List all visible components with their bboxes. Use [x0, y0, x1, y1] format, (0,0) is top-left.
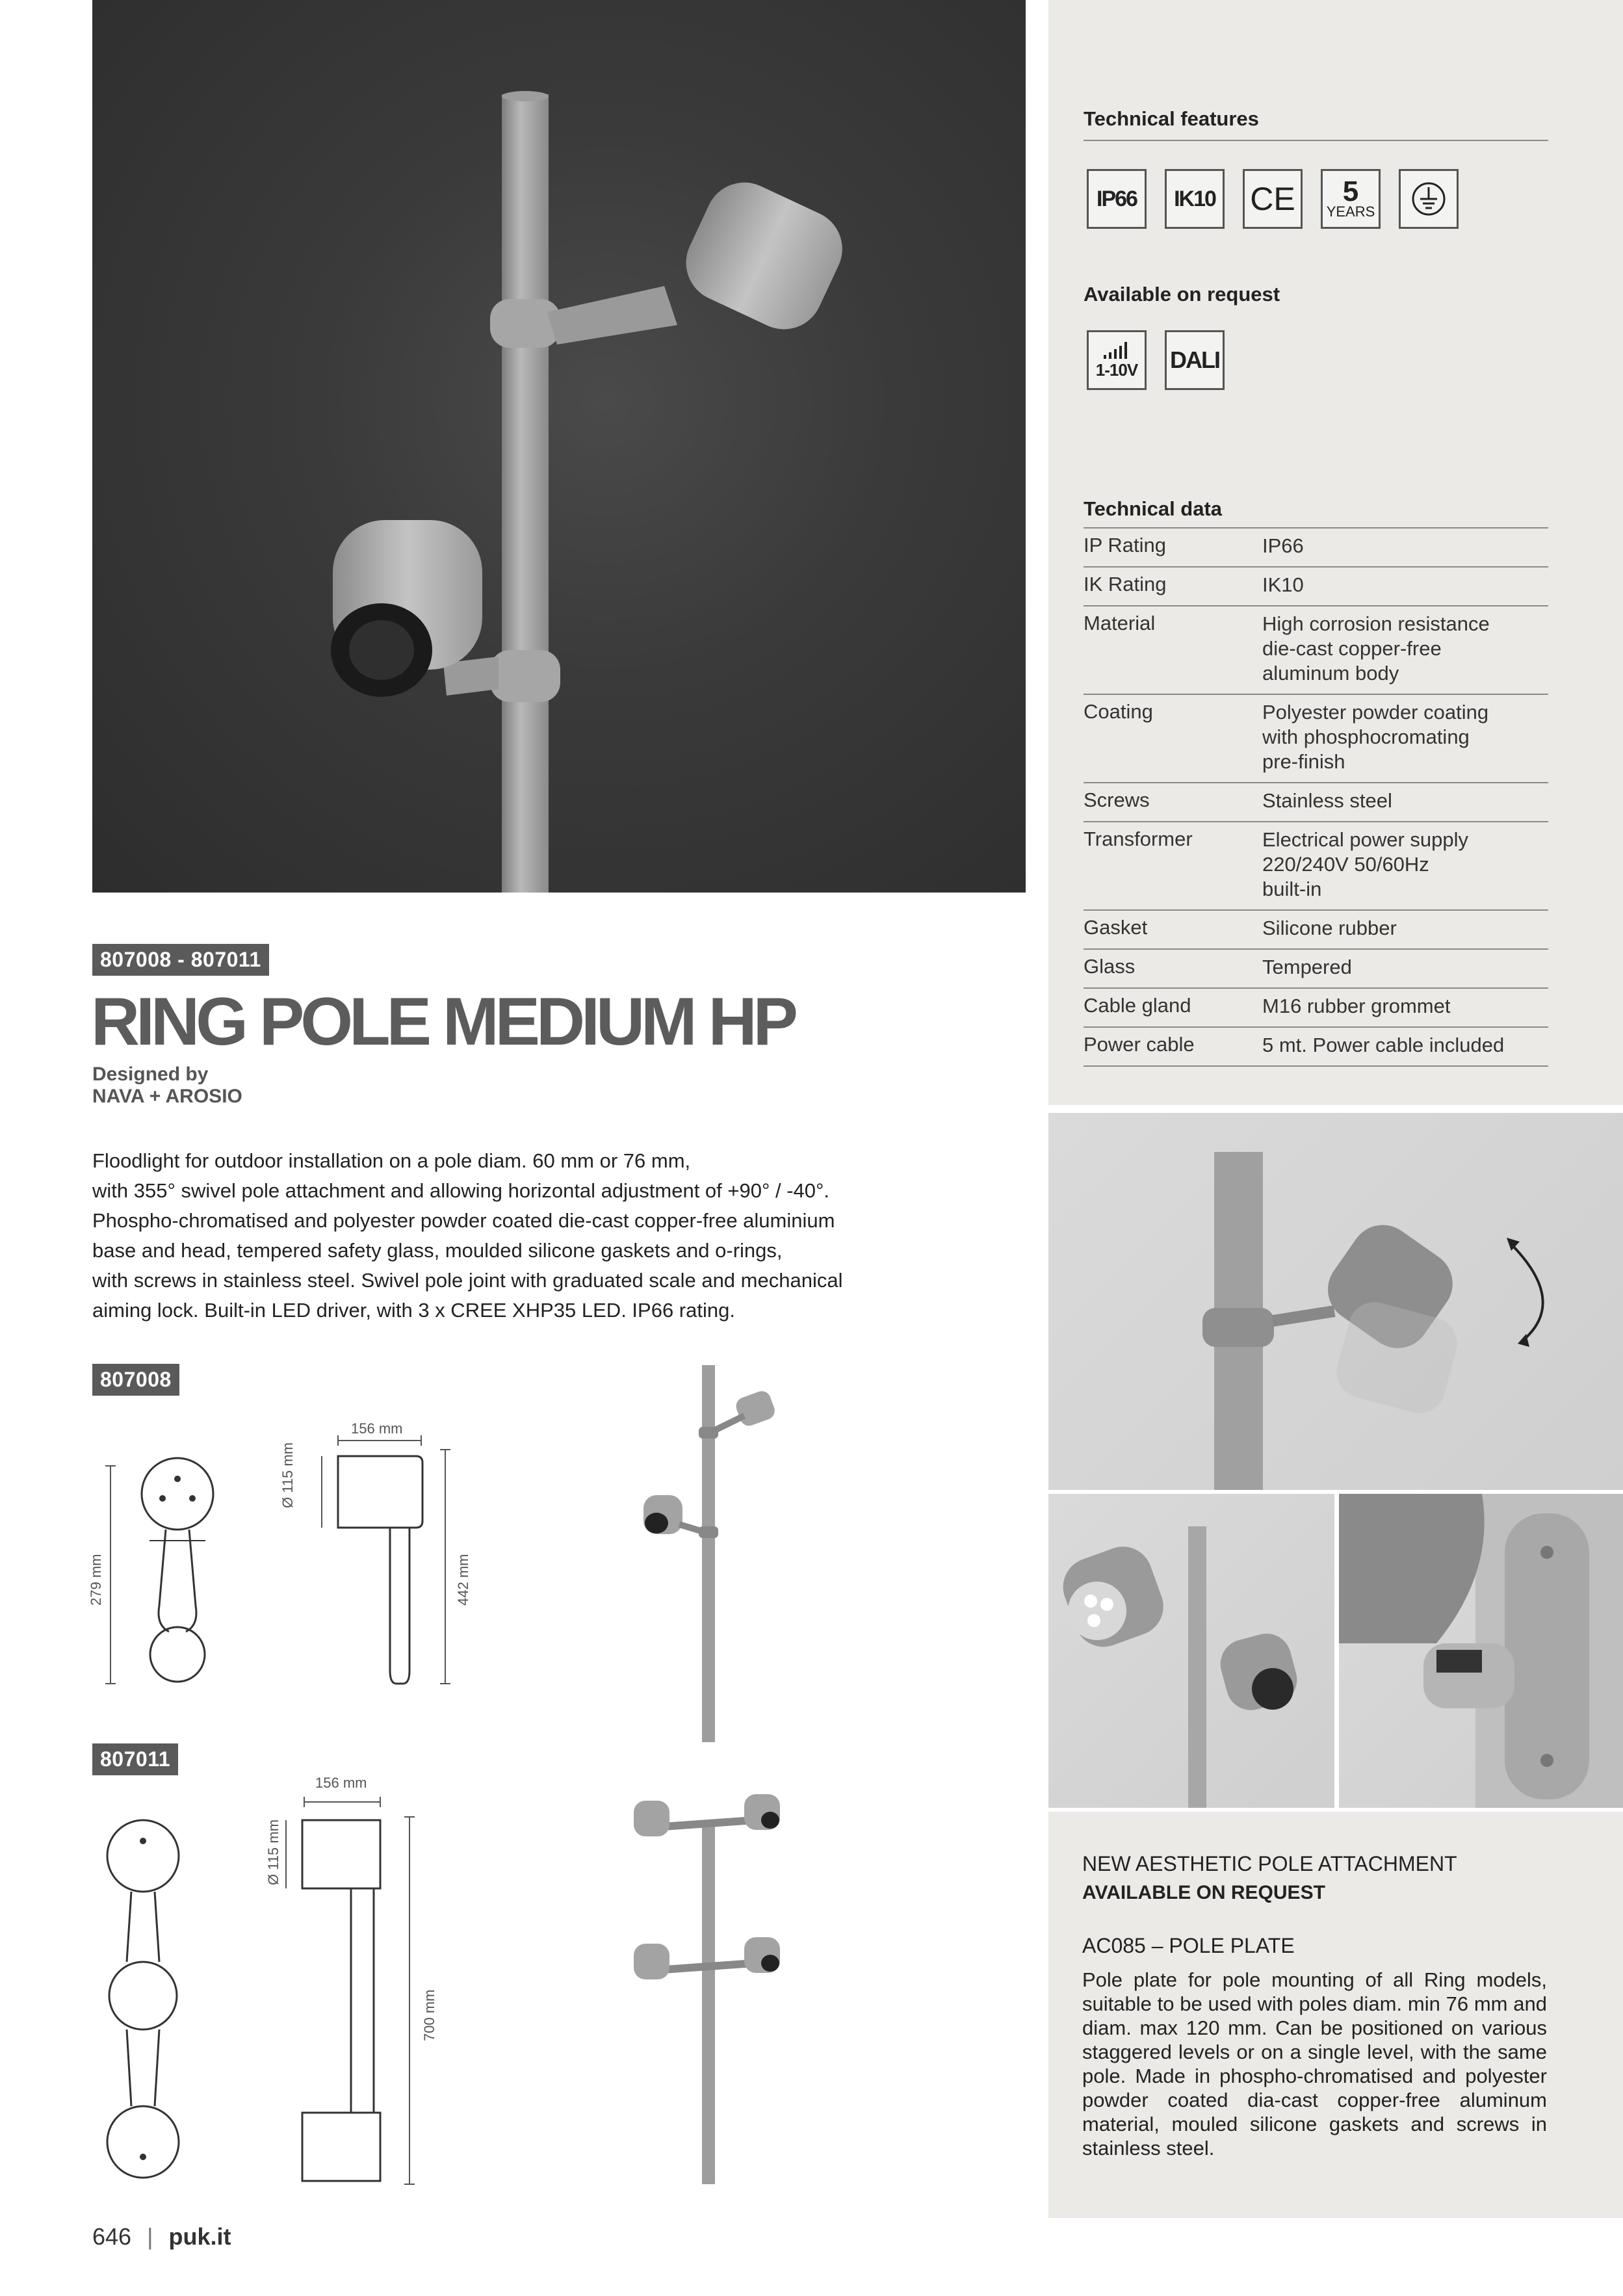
pole-plate-illustration [1339, 1494, 1623, 1808]
double-head-illustration [1048, 1494, 1334, 1808]
variant-807008-product-render [624, 1365, 819, 1742]
double-head-photo [1048, 1494, 1334, 1808]
table-row: Gasket Silicone rubber [1084, 911, 1548, 950]
height-dimension-label: 279 mm [88, 1554, 104, 1606]
ring-pole-photo-illustration [92, 0, 1026, 893]
five-years-warranty-badge: 5 YEARS [1321, 169, 1381, 229]
page-number: 646 [92, 2223, 132, 2250]
accessory-description: Pole plate for pole mounting of all Ring models, suitable to be used with poles diam. min 76 mm and diam. max 120 mm. Can be positioned on various staggered levels or on a single level, with the same pole. Made in phospho-chromatised and polyester powder coated dia-cast copper-free aluminum material, mouled silicone gaskets and screws in stainless steel. [1082, 1968, 1547, 2159]
dimming-1-10v-badge: 1-10V [1087, 330, 1147, 390]
description-line: aiming lock. Built-in LED driver, with 3 x CREE XHP35 LED. IP66 rating. [92, 1299, 735, 1322]
swivel-adjustment-illustration [1048, 1113, 1623, 1490]
table-row: Power cable 5 mt. Power cable included [1084, 1028, 1548, 1067]
height-dimension-label: 442 mm [455, 1554, 471, 1606]
divider [1084, 140, 1548, 141]
table-row: Screws Stainless steel [1084, 783, 1548, 822]
request-badges [1087, 330, 1225, 390]
available-on-request-title: Available on request [1084, 283, 1280, 306]
site-link[interactable]: puk.it [168, 2223, 231, 2250]
description-line: with screws in stainless steel. Swivel pole joint with graduated scale and mechanical [92, 1269, 843, 1292]
dali-badge: DALI [1165, 330, 1225, 390]
accessory-subheading: AVAILABLE ON REQUEST [1082, 1882, 1325, 1903]
table-row: IK Rating IK10 [1084, 567, 1548, 607]
ce-mark-icon: CE [1243, 169, 1303, 229]
variant-code-tag: 807008 [92, 1364, 179, 1396]
ik10-badge: IK10 [1165, 169, 1225, 229]
footer-separator: | [147, 2223, 153, 2250]
adjustment-photo [1048, 1113, 1623, 1490]
product-title: RING POLE MEDIUM HP [91, 984, 795, 1060]
description-line: base and head, tempered safety glass, moulded silicone gaskets and o-rings, [92, 1239, 783, 1262]
variant-807011-product-render [624, 1781, 819, 2184]
diameter-dimension-label: Ø 115 mm [265, 1819, 281, 1885]
table-row: Coating Polyester powder coating with phosphocromating pre-finish [1084, 695, 1548, 783]
description-line: Phospho-chromatised and polyester powder coated die-cast copper-free aluminium [92, 1209, 835, 1232]
table-row: IP Rating IP66 [1084, 528, 1548, 567]
variant-code-tag: 807011 [92, 1743, 178, 1775]
rotation-arrow-icon [1510, 1243, 1543, 1340]
designer-credit [92, 1063, 242, 1108]
earth-ground-icon [1399, 169, 1459, 229]
accessory-name: AC085 – POLE PLATE [1082, 1934, 1295, 1957]
accessory-heading: NEW AESTHETIC POLE ATTACHMENT [1082, 1852, 1457, 1875]
description-line: with 355° swivel pole attachment and allowing horizontal adjustment of +90° / -40°. [92, 1179, 830, 1202]
pole-plate-closeup-photo [1339, 1494, 1623, 1808]
description-line: Floodlight for outdoor installation on a pole diam. 60 mm or 76 mm, [92, 1149, 691, 1172]
technical-features-title: Technical features [1084, 107, 1259, 130]
product-code-range-tag: 807008 - 807011 [92, 944, 269, 976]
width-dimension-label: 156 mm [351, 1420, 403, 1437]
diameter-dimension-label: Ø 115 mm [279, 1442, 296, 1508]
table-row: Transformer Electrical power supply 220/240V 50/60Hz built-in [1084, 822, 1548, 911]
signal-bars-icon [1102, 341, 1131, 360]
feature-badges [1087, 169, 1459, 229]
page-footer [92, 2223, 231, 2250]
accessory-panel [1048, 1812, 1623, 2218]
designed-by-label: Designed by [92, 1063, 209, 1085]
ip66-badge: IP66 [1087, 169, 1147, 229]
product-hero-photo [92, 0, 1026, 893]
height-dimension-label: 700 mm [421, 1989, 437, 2041]
technical-data-title: Technical data [1084, 497, 1223, 520]
table-row: Cable gland M16 rubber grommet [1084, 989, 1548, 1028]
designer-name: NAVA + AROSIO [92, 1086, 242, 1107]
product-description [92, 1146, 989, 1325]
width-dimension-label: 156 mm [315, 1775, 367, 1791]
table-row: Material High corrosion resistance die-cast copper-free aluminum body [1084, 607, 1548, 695]
table-row: Glass Tempered [1084, 950, 1548, 989]
